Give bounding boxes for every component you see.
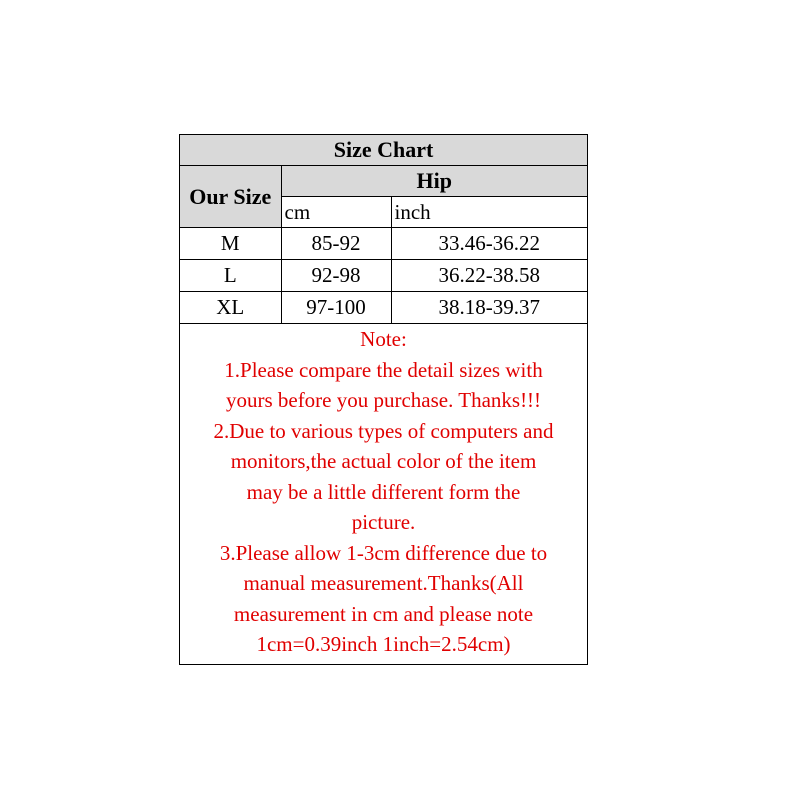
header-row	[180, 166, 587, 197]
inch-cell: 33.46-36.22	[391, 228, 587, 260]
note-line: may be a little different form the	[246, 479, 521, 504]
size-table	[180, 135, 587, 324]
note-line: manual measurement.Thanks(All	[243, 571, 524, 595]
note-heading: Note:	[360, 327, 407, 351]
table-row	[180, 260, 587, 292]
inch-cell: 36.22-38.58	[391, 260, 587, 292]
table-row	[180, 292, 587, 324]
size-chart	[179, 134, 588, 665]
note-line: picture.	[351, 510, 416, 534]
note-line: 1.Please compare the detail sizes with	[224, 357, 543, 382]
inch-cell: 38.18-39.37	[391, 292, 587, 324]
our-size-header: Our Size	[180, 166, 281, 228]
note-section	[180, 324, 587, 660]
title-row	[180, 135, 587, 166]
note-line: 1cm=0.39inch 1inch=2.54cm)	[256, 632, 511, 656]
note-line: measurement in cm and please note	[233, 601, 534, 626]
cm-cell: 85-92	[281, 228, 391, 260]
size-cell: L	[180, 260, 281, 292]
chart-title: Size Chart	[180, 135, 587, 166]
unit-inch-header: inch	[391, 197, 587, 228]
cm-cell: 97-100	[281, 292, 391, 324]
hip-header: Hip	[281, 166, 587, 197]
size-cell: XL	[180, 292, 281, 324]
note-line: 2.Due to various types of computers and	[213, 418, 554, 443]
note-line: 3.Please allow 1-3cm difference due to	[219, 540, 548, 565]
table-row	[180, 228, 587, 260]
note-line: monitors,the actual color of the item	[230, 449, 537, 473]
unit-cm-header: cm	[281, 197, 391, 228]
note-line: yours before you purchase. Thanks!!!	[225, 388, 542, 412]
size-cell: M	[180, 228, 281, 260]
cm-cell: 92-98	[281, 260, 391, 292]
